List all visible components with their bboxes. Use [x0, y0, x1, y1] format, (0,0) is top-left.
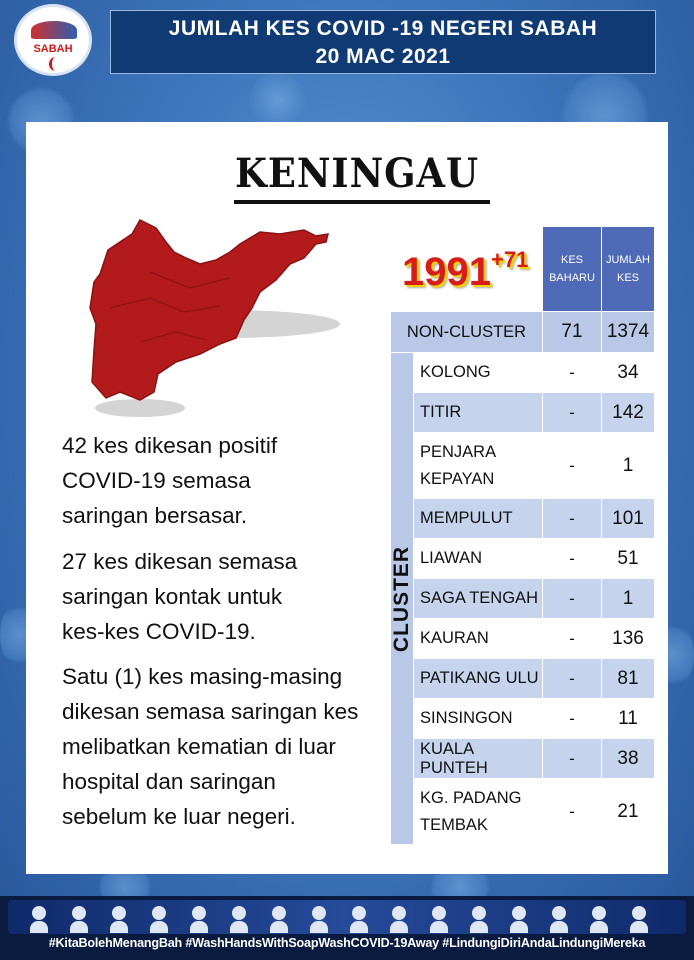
table-row — [391, 433, 655, 499]
cluster-total: 51 — [602, 539, 655, 579]
person-icon — [470, 906, 488, 934]
cluster-name-line: PENJARA — [420, 442, 497, 461]
person-icon — [230, 906, 248, 934]
cluster-name-line: KG. PADANG — [420, 788, 522, 807]
footer-banner — [0, 896, 694, 960]
cluster-label: CLUSTER — [390, 545, 413, 652]
col-header-text: KES — [560, 254, 583, 266]
logo-swoosh-icon — [49, 57, 62, 71]
cluster-total: 21 — [602, 779, 655, 845]
district-map-icon — [80, 212, 340, 422]
header-date: 20 MAC 2021 — [315, 45, 451, 68]
table-row — [391, 499, 655, 539]
cluster-name: TITIR — [414, 393, 543, 433]
paragraph-line: saringan bersasar. — [62, 503, 248, 528]
cases-table — [390, 226, 655, 845]
table-row — [391, 659, 655, 699]
table-row — [391, 779, 655, 845]
cluster-name-line: KEPAYAN — [420, 469, 495, 488]
virus-decoration — [248, 70, 308, 130]
person-icon — [430, 906, 448, 934]
paragraph-line: kes-kes COVID-19. — [62, 619, 256, 644]
cluster-name: LIAWAN — [414, 539, 543, 579]
paragraph-line: dikesan semasa saringan kes — [62, 699, 359, 724]
district-title: KENINGAU — [235, 150, 479, 197]
cluster-new: - — [543, 659, 602, 699]
paragraph-line: Satu (1) kes masing-masing — [62, 664, 343, 689]
paragraph-line: melibatkan kematian di luar — [62, 734, 336, 759]
paragraph-line: sebelum ke luar negeri. — [62, 804, 296, 829]
new-cases-value: +71 — [490, 246, 529, 272]
paragraph-1 — [62, 428, 392, 533]
non-cluster-label: NON-CLUSTER — [391, 312, 543, 353]
logo-text: SABAH — [33, 43, 73, 55]
non-cluster-new: 71 — [543, 312, 602, 353]
paragraph-line: hospital dan saringan — [62, 769, 276, 794]
cluster-new: - — [543, 539, 602, 579]
person-icon — [150, 906, 168, 934]
col-header-new — [543, 227, 602, 312]
cluster-total: 34 — [602, 353, 655, 393]
person-icon — [110, 906, 128, 934]
cluster-name — [414, 433, 543, 499]
person-icon — [350, 906, 368, 934]
non-cluster-total: 1374 — [602, 312, 655, 353]
person-icon — [510, 906, 528, 934]
person-icon — [310, 906, 328, 934]
cluster-new: - — [543, 353, 602, 393]
cluster-total: 11 — [602, 699, 655, 739]
people-icons-band — [8, 900, 686, 934]
cluster-total: 101 — [602, 499, 655, 539]
person-icon — [630, 906, 648, 934]
cluster-total: 142 — [602, 393, 655, 433]
logo-emblem-icon — [31, 21, 77, 39]
cluster-name: KAURAN — [414, 619, 543, 659]
table-row — [391, 353, 655, 393]
cluster-new: - — [543, 433, 602, 499]
cluster-total: 1 — [602, 433, 655, 499]
person-icon — [70, 906, 88, 934]
total-cases-value: 1991 — [402, 250, 491, 294]
table-row — [391, 699, 655, 739]
col-header-text: KES — [616, 272, 639, 284]
paragraph-3 — [62, 659, 392, 834]
table-row — [391, 739, 655, 779]
table-row — [391, 579, 655, 619]
cluster-total: 1 — [602, 579, 655, 619]
cluster-new: - — [543, 739, 602, 779]
paragraph-line: saringan kontak untuk — [62, 584, 283, 609]
person-icon — [30, 906, 48, 934]
cluster-name — [414, 779, 543, 845]
paragraph-line: 27 kes dikesan semasa — [62, 549, 298, 574]
person-icon — [270, 906, 288, 934]
cluster-new: - — [543, 393, 602, 433]
non-cluster-row — [391, 312, 655, 353]
cluster-name: SINSINGON — [414, 699, 543, 739]
cluster-total: 81 — [602, 659, 655, 699]
cluster-new: - — [543, 779, 602, 845]
col-header-total — [602, 227, 655, 312]
table-row — [391, 393, 655, 433]
person-icon — [390, 906, 408, 934]
header-banner — [110, 10, 656, 74]
table-row — [391, 539, 655, 579]
cluster-total: 136 — [602, 619, 655, 659]
district-underline — [234, 200, 490, 204]
paragraph-line: COVID-19 semasa — [62, 468, 251, 493]
paragraph-2 — [62, 544, 392, 649]
cluster-total: 38 — [602, 739, 655, 779]
person-icon — [550, 906, 568, 934]
table-header-row — [391, 227, 655, 312]
cluster-name: PATIKANG ULU — [414, 659, 543, 699]
table-row — [391, 619, 655, 659]
cluster-name: SAGA TENGAH — [414, 579, 543, 619]
cluster-new: - — [543, 619, 602, 659]
paragraph-line: 42 kes dikesan positif — [62, 433, 278, 458]
header-title: JUMLAH KES COVID -19 NEGERI SABAH — [168, 17, 598, 40]
cluster-new: - — [543, 499, 602, 539]
person-icon — [190, 906, 208, 934]
cluster-label-cell — [391, 353, 414, 845]
person-icon — [590, 906, 608, 934]
cluster-name-line: TEMBAK — [420, 815, 488, 834]
cluster-name: KOLONG — [414, 353, 543, 393]
col-header-text: BAHARU — [549, 272, 595, 284]
hashtags-text: #KitaBolehMenangBah #WashHandsWithSoapWashCOVID-19Away #LindungiDiriAndaLindungiMereka — [48, 936, 646, 950]
cluster-new: - — [543, 699, 602, 739]
cluster-name: MEMPULUT — [414, 499, 543, 539]
col-header-text: JUMLAH — [605, 254, 650, 266]
cluster-new: - — [543, 579, 602, 619]
cluster-name: KUALA PUNTEH — [414, 739, 543, 779]
sabah-health-logo — [14, 4, 92, 76]
